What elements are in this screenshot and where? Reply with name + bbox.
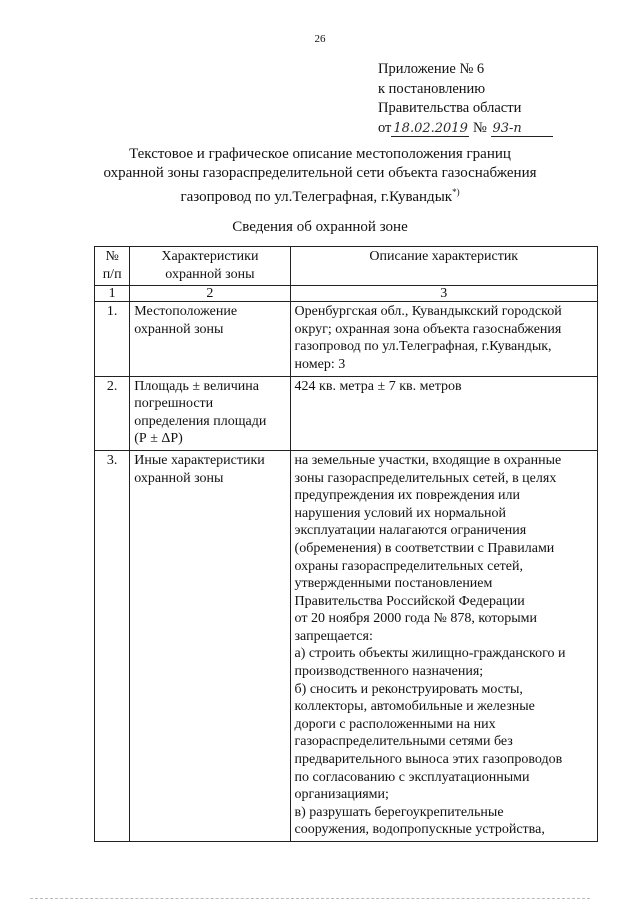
header-cell-number	[95, 247, 130, 286]
header-cell-description	[290, 247, 597, 286]
cell-line: зоны газораспределительных сетей, в целях	[294, 470, 557, 486]
table-column-number-row	[95, 286, 598, 302]
title-line-3	[100, 183, 540, 207]
title-line-2: охранной зоны газораспределительной сети объекта газоснабжения	[103, 165, 537, 181]
cell-line: от 20 ноября 2000 года № 878, которыми	[294, 611, 537, 627]
cell-line: б) сносить и реконструировать мосты,	[294, 681, 523, 697]
handwritten-number: 93-п	[491, 121, 553, 137]
cell-line: определения площади	[134, 413, 267, 429]
cell-line: округ; охранная зона объекта газоснабжения	[294, 321, 562, 337]
cell-line: эксплуатации налагаются ограничения	[294, 523, 527, 539]
cell-line: по согласованию с эксплуатационными	[294, 769, 530, 785]
document-title	[100, 145, 540, 207]
table-header-row	[95, 247, 598, 286]
cell-line: охранной зоны	[134, 321, 224, 337]
cell-line: запрещается:	[294, 628, 373, 644]
row-characteristic	[130, 450, 290, 841]
cell-line: Оренбургская обл., Кувандыкский городской	[294, 304, 562, 320]
table-row	[95, 450, 598, 841]
table-row	[95, 302, 598, 376]
cell-line: производственного назначения;	[294, 664, 484, 680]
cell-line: нарушения условий их нормальной	[294, 505, 506, 521]
cell-line: номер: 3	[294, 356, 346, 372]
cell-line: дороги с расположенными на них	[294, 716, 496, 732]
row-description	[290, 302, 597, 376]
header-cell-characteristic	[130, 247, 290, 286]
cell-line: в) разрушать берегоукрепительные	[294, 804, 504, 820]
appendix-line-1: Приложение № 6	[378, 61, 485, 77]
title-line-1: Текстовое и графическое описание местоположения границ	[129, 146, 511, 162]
row-number: 2.	[95, 376, 130, 450]
cell-line: газопровод по ул.Телеграфная, г.Кувандык,	[294, 339, 552, 355]
cell-line: на земельные участки, входящие в охранные	[294, 452, 562, 468]
number-prefix: №	[473, 119, 487, 136]
row-description	[290, 376, 597, 450]
cell-line: погрешности	[134, 396, 214, 412]
zone-info-table	[94, 246, 598, 842]
appendix-line-2: к постановлению	[378, 80, 486, 97]
cell-line: (Р ± ΔР)	[134, 431, 183, 447]
row-number: 1.	[95, 302, 130, 376]
column-number: 3	[290, 286, 597, 302]
date-prefix: от	[378, 119, 392, 136]
header-text: №	[105, 249, 119, 264]
column-number: 1	[95, 286, 130, 302]
cell-line: утвержденными постановлением	[294, 576, 493, 592]
cell-line: Площадь ± величина	[134, 378, 260, 394]
header-text: охранной зоны	[165, 266, 255, 282]
row-description	[290, 450, 597, 841]
cell-line: коллекторы, автомобильные и железные	[294, 699, 535, 715]
cell-line: Правительства Российской Федерации	[294, 593, 525, 609]
column-number: 2	[130, 286, 290, 302]
header-text: Описание характеристик	[369, 249, 519, 264]
cell-line: а) строить объекты жилищно-гражданского и	[294, 646, 566, 662]
cell-line: 424 кв. метра ± 7 кв. метров	[294, 378, 462, 394]
handwritten-date: 18.02.2019	[393, 120, 468, 136]
cell-line: охраны газораспределительных сетей,	[294, 558, 523, 574]
cell-line: Иные характеристики	[134, 452, 265, 468]
row-number: 3.	[95, 450, 130, 841]
cell-line: (обременения) в соответствии с Правилами	[294, 540, 555, 556]
scan-edge-artifact	[30, 898, 590, 903]
header-text: Характеристики	[161, 249, 259, 264]
title-line-3-text: газопровод по ул.Телеграфная, г.Кувандык	[180, 189, 453, 205]
section-subtitle: Сведения об охранной зоне	[232, 219, 408, 235]
cell-line: предупреждения их повреждения или	[294, 488, 521, 504]
cell-line: Местоположение	[134, 304, 238, 320]
appendix-date-row	[378, 119, 553, 139]
cell-line: предварительного выноса этих газопроводов	[294, 752, 563, 768]
footnote-mark: *)	[452, 187, 460, 197]
page-number: 26	[314, 33, 326, 45]
table-row	[95, 376, 598, 450]
cell-line: организациями;	[294, 787, 389, 803]
cell-line: сооружения, водопропускные устройства,	[294, 822, 545, 838]
cell-line: газораспределительными сетями без	[294, 734, 513, 750]
row-characteristic	[130, 302, 290, 376]
cell-line: охранной зоны	[134, 470, 224, 486]
row-characteristic	[130, 376, 290, 450]
header-text: п/п	[102, 266, 122, 282]
appendix-line-3: Правительства области	[378, 100, 522, 116]
appendix-block	[378, 60, 553, 138]
